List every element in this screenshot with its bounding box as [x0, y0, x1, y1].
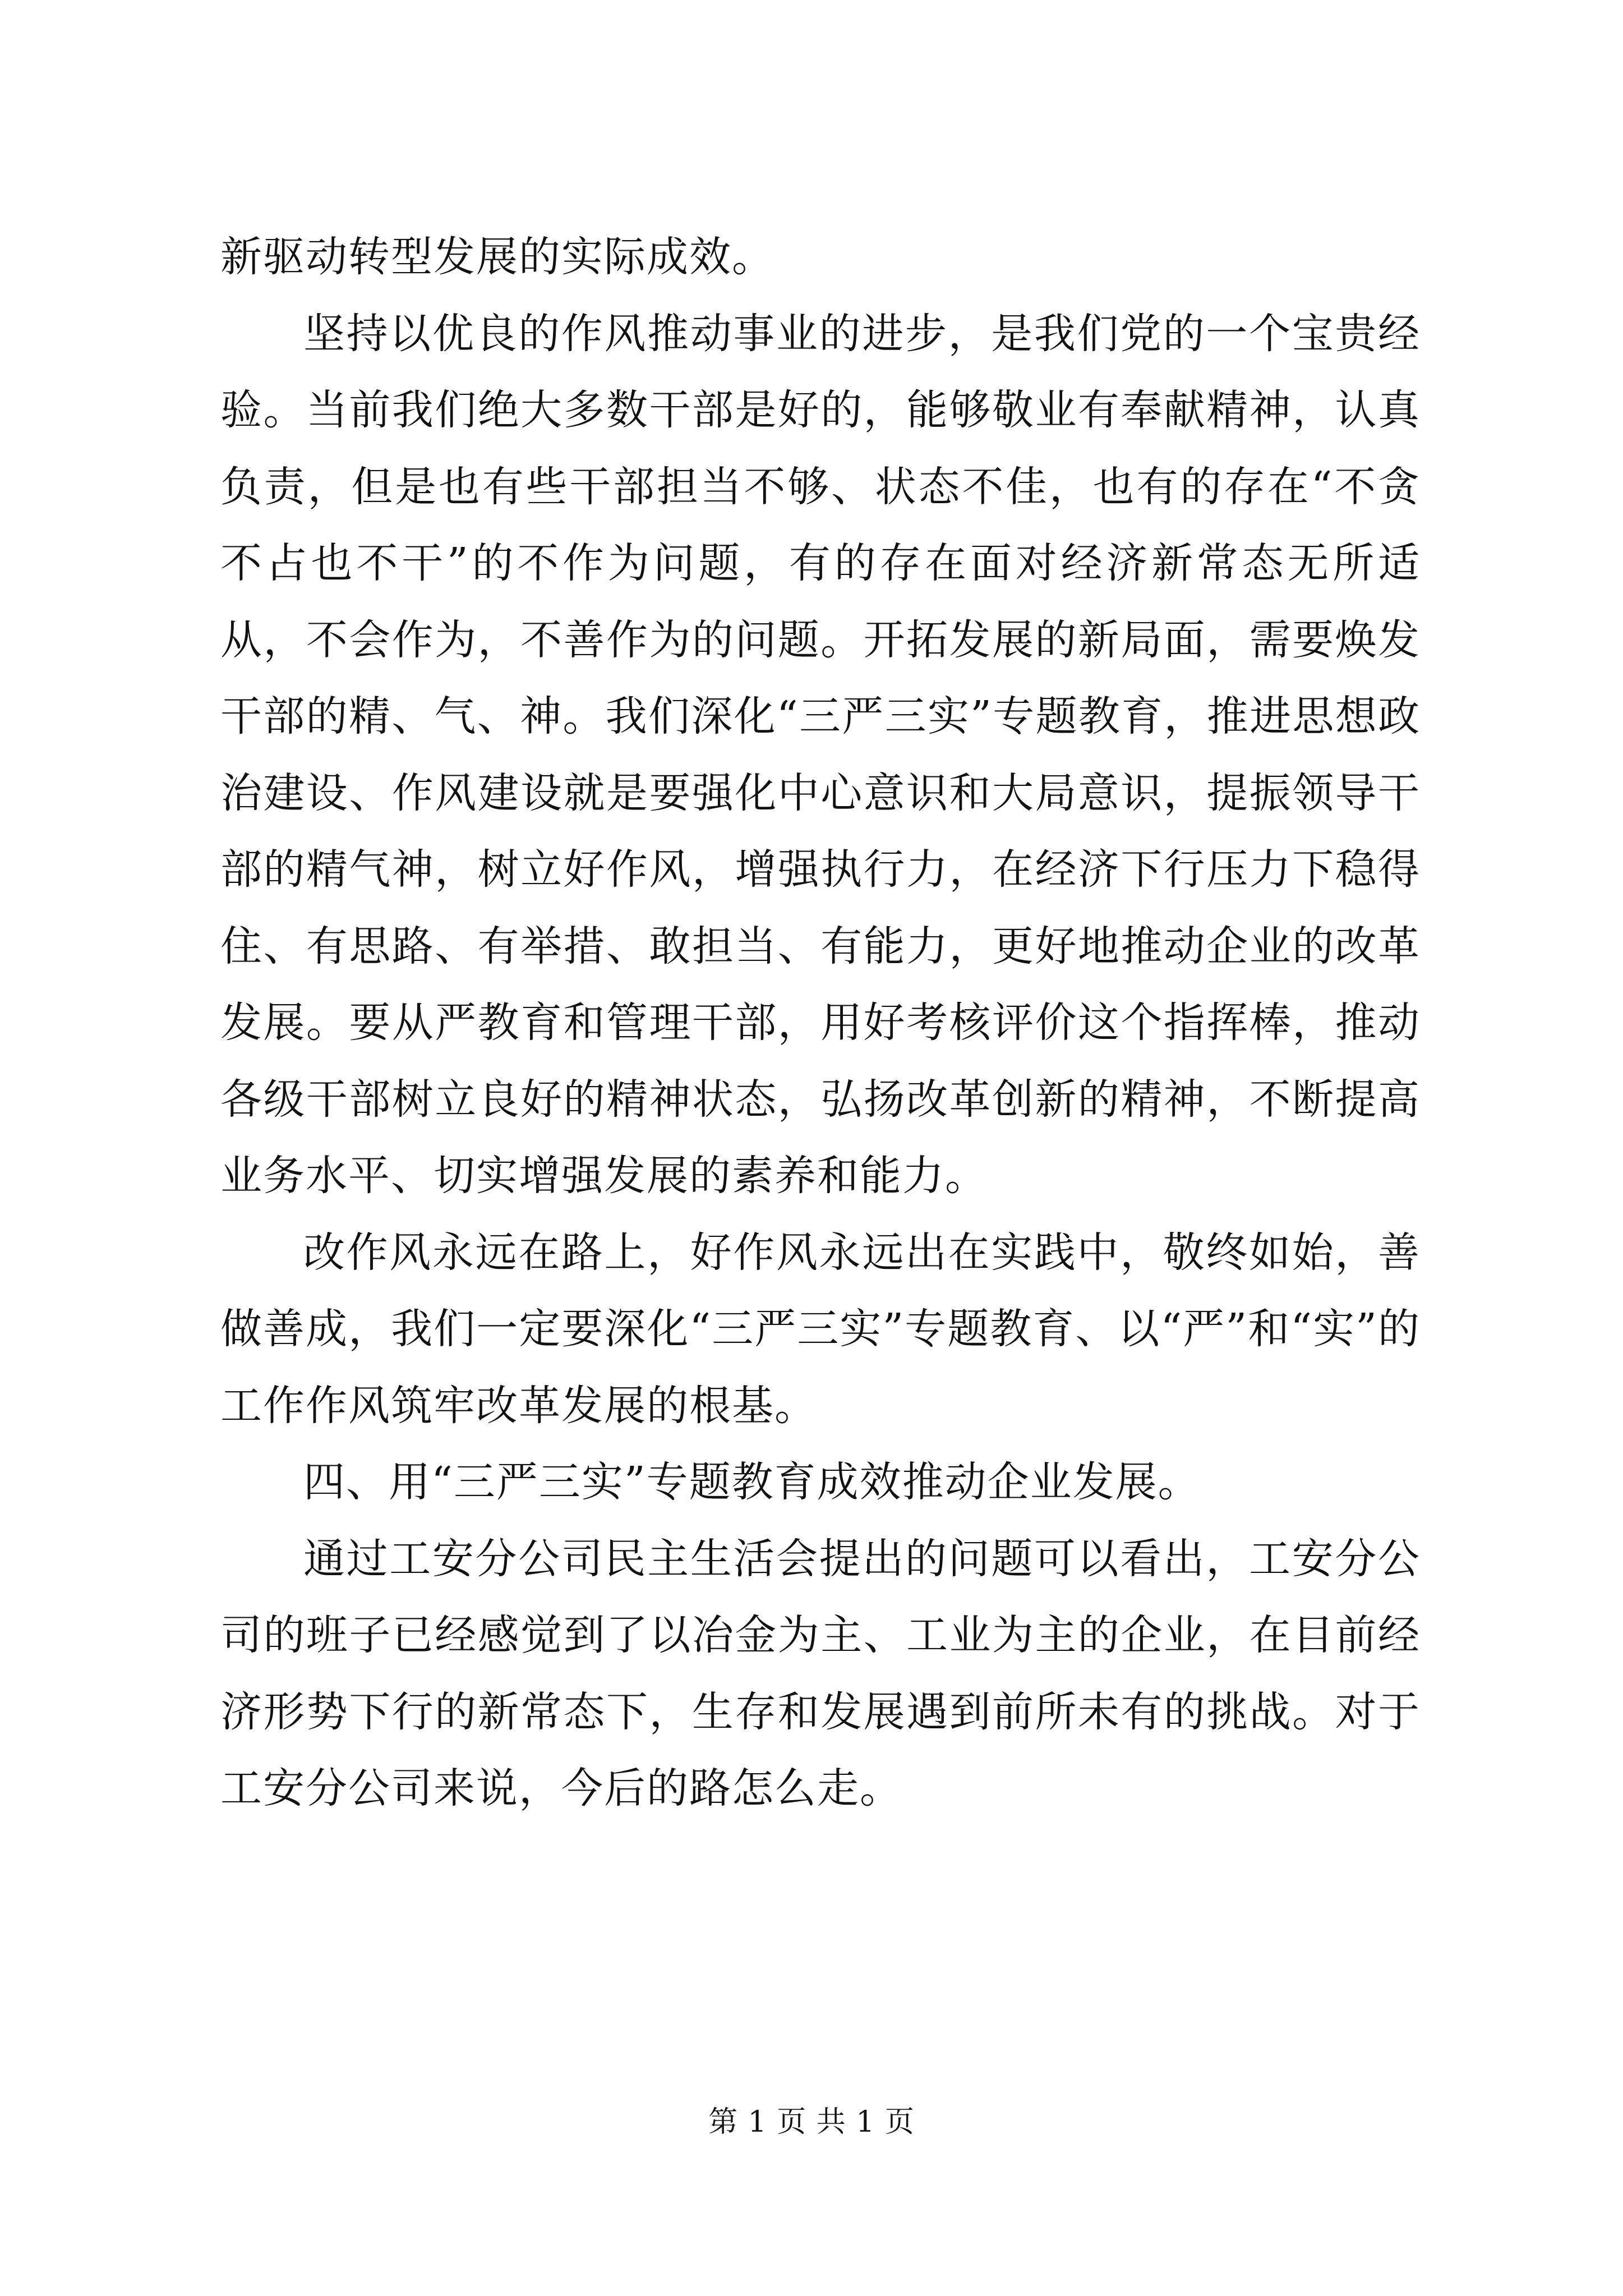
paragraph-continuation: 新驱动转型发展的实际成效。 [220, 233, 774, 281]
page-footer: 第 1 页 共 1 页 [708, 2105, 915, 2139]
paragraph-work-style: 坚持以优良的作风推动事业的进步，是我们党的一个宝贵经验。当前我们绝大多数干部是好的，能够敬业有奉献精神，认真负责，但是也有些干部担当不够、状态不佳，也有的存在“不贪不占也不干”的不作为问题，有的存在面对经济新常态无所适从，不会作为，不善作为的问题。开拓发展的新局面，需要焕发干部的精、气、神。我们深化“三严三实”专题教育，推进思想政治建设、作风建设就是要强化中心意识和大局意识，提振领导干部的精气神，树立好作风，增强执行力，在经济下行压力下稳得住、有思路、有举措、敢担当、有能力，更好地推动企业的改革发展。要从严教育和管理干部，用好考核评价这个指挥棒，推动各级干部树立良好的精神状态，弘扬改革创新的精神，不断提高业务水平、切实增强发展的素养和能力。 [220, 309, 1421, 1200]
document-body [220, 219, 1421, 1827]
paragraph-branch-company: 通过工安分公司民主生活会提出的问题可以看出，工安分公司的班子已经感觉到了以冶金为主、工业为主的企业，在目前经济形势下行的新常态下，生存和发展遇到前所未有的挑战。对于工安分公司来说，今后的路怎么走。 [220, 1534, 1421, 1812]
paragraph-improve-style: 改作风永远在路上，好作风永远出在实践中，敬终如始，善做善成，我们一定要深化“三严三实”专题教育、以“严”和“实”的工作作风筑牢改革发展的根基。 [220, 1228, 1421, 1430]
section-heading-four: 四、用“三严三实”专题教育成效推动企业发展。 [303, 1458, 1201, 1506]
